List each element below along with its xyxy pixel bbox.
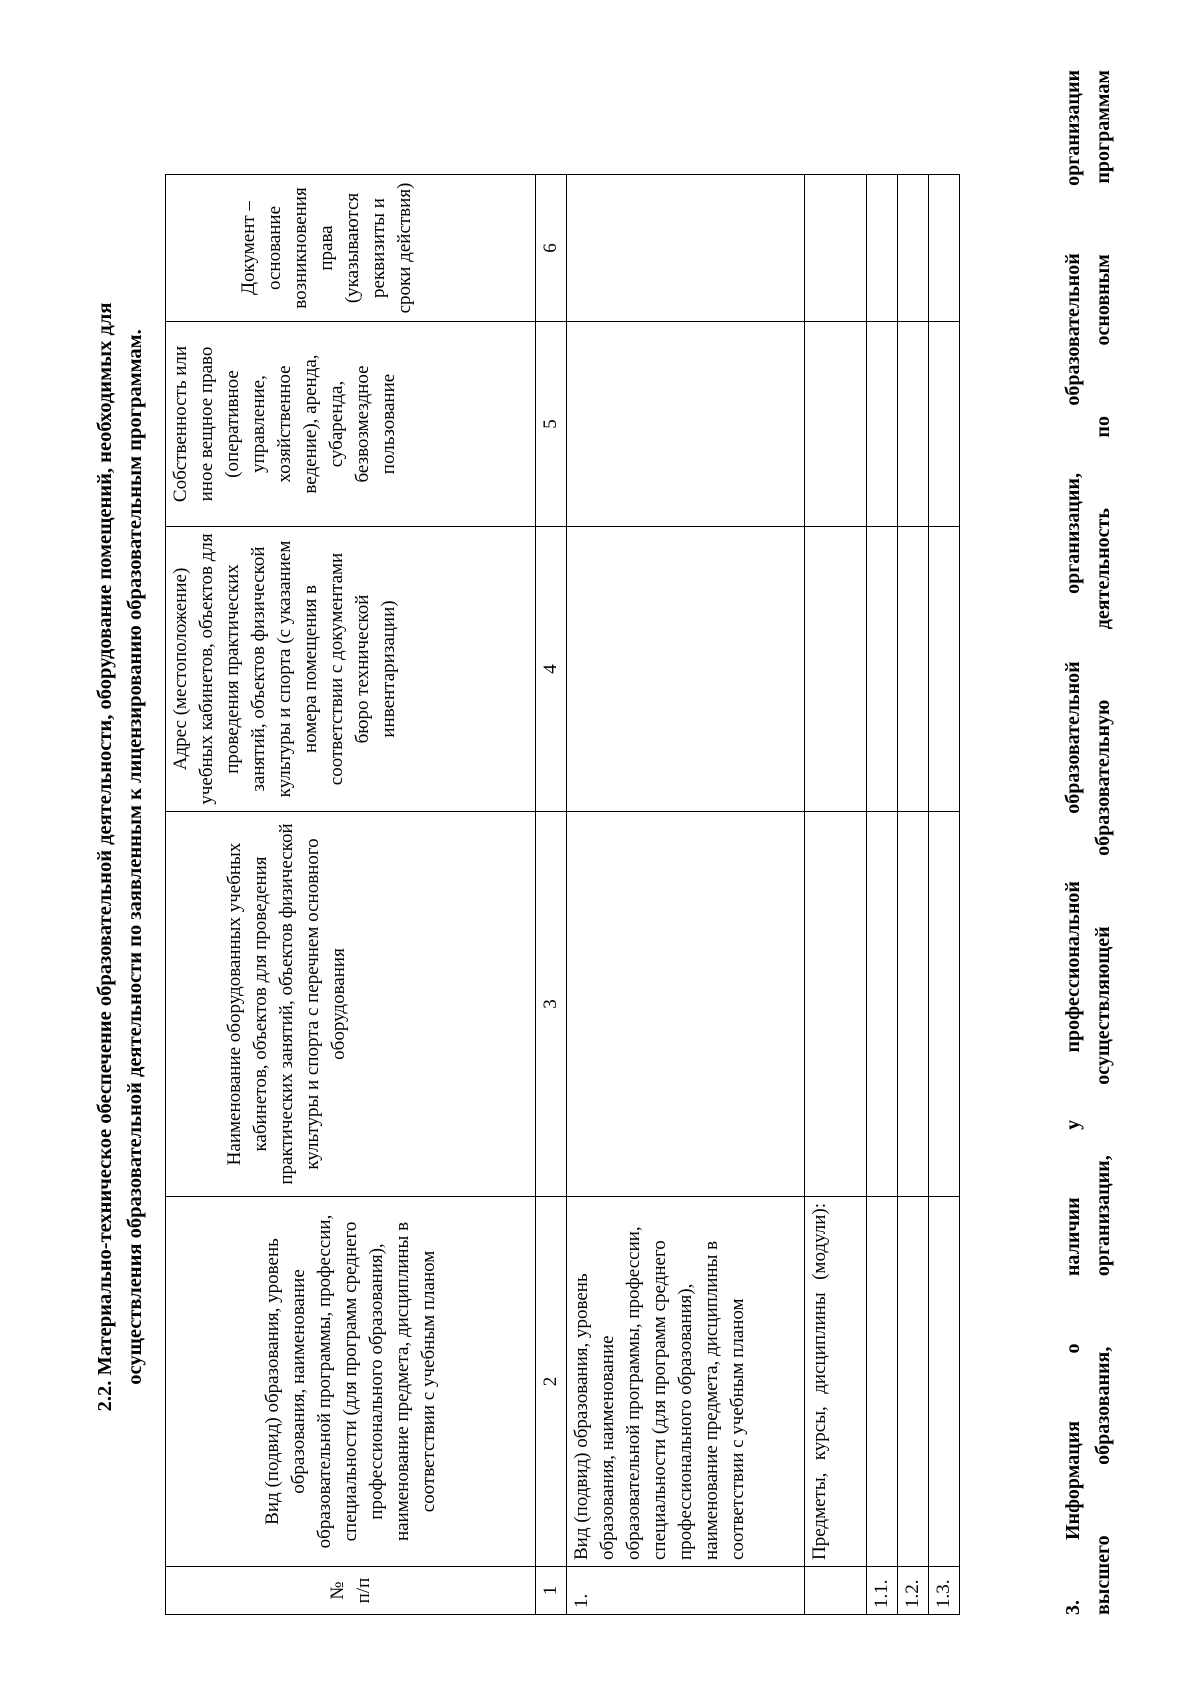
col-num-2: 2 [536,1197,567,1567]
section-3-line-2: высшего образования, организации, осуществляющей образовательную деятельность по основным программам [1092,70,1114,1615]
section-heading [90,72,150,1642]
row-1-program: Вид (подвид) образования, уровень образования, наименование образовательной программы, профессии, специальности (для программ среднего профессионального образования), наименование предмета, дисциплины в соответствии с учебным планом [567,1197,805,1567]
sub-row-2-ownership [898,322,929,527]
sub-row-2-rooms [898,812,929,1197]
table-row [567,175,805,1615]
row-1-rooms [567,812,805,1197]
subjects-document [805,175,867,322]
table-row [898,175,929,1615]
section-3-heading [1058,70,1118,1615]
col-num-6: 6 [536,175,567,322]
header-address: Адрес (местоположение) учебных кабинетов, объектов для проведения практических занятий, объектов физической культуры и спорта (с указанием номера помещения в соответствии с документами бюро технической инвентаризации) [166,527,536,812]
table-header-row [166,175,536,1615]
sub-row-3-rooms [929,812,960,1197]
section-3-line-1-text: Информация о наличии у профессиональной образовательной организации, образовательной организации [1062,70,1084,1540]
sub-row-1-program [867,1197,898,1567]
sub-row-2-document [898,175,929,322]
sub-row-1-document [867,175,898,322]
heading-line-1: 2.2. Материально-техническое обеспечение образовательной деятельности, оборудование помещений, необходимых для [94,302,116,1412]
sub-row-2-address [898,527,929,812]
col-num-1: 1 [536,1567,567,1615]
sub-row-1-num: 1.1. [867,1567,898,1615]
header-rooms: Наименование оборудованных учебных кабинетов, объектов для проведения практических занятий, объектов физической культуры и спорта с перечнем основного оборудования [166,812,536,1197]
col-num-5: 5 [536,322,567,527]
subjects-rooms [805,812,867,1197]
header-document: Документ – основание возникновения права (указываются реквизиты и сроки действия) [166,175,536,322]
sub-row-2-num: 1.2. [898,1567,929,1615]
sub-row-3-num: 1.3. [929,1567,960,1615]
header-num: № п/п [166,1567,536,1615]
facilities-table [165,174,960,1615]
heading-line-2: осуществления образовательной деятельности по заявленным к лицензированию образовательным программам. [124,329,146,1385]
table-row [805,175,867,1615]
sub-row-3-document [929,175,960,322]
col-num-3: 3 [536,812,567,1197]
subjects-label: Предметы, курсы, дисциплины (модули): [805,1197,867,1567]
row-1-document [567,175,805,322]
sub-row-3-ownership [929,322,960,527]
col-num-4: 4 [536,527,567,812]
sub-row-1-address [867,527,898,812]
row-1-address [567,527,805,812]
sub-row-1-ownership [867,322,898,527]
subjects-num [805,1567,867,1615]
table-row [929,175,960,1615]
sub-row-2-program [898,1197,929,1567]
sub-row-1-rooms [867,812,898,1197]
section-3-number: 3. [1062,1600,1084,1615]
sub-row-3-program [929,1197,960,1567]
row-1-ownership [567,322,805,527]
sub-row-3-address [929,527,960,812]
row-1-num: 1. [567,1567,805,1615]
header-ownership: Собственность или иное вещное право (оперативное управление, хозяйственное ведение), аренда, субаренда, безвозмездное пользование [166,322,536,527]
subjects-ownership [805,322,867,527]
header-program: Вид (подвид) образования, уровень образования, наименование образовательной программы, профессии, специальности (для программ среднего профессионального образования), наименование предмета, дисциплины в соответствии с учебным планом [166,1197,536,1567]
table-row [867,175,898,1615]
column-number-row [536,175,567,1615]
subjects-address [805,527,867,812]
section-3-line-1 [1058,70,1088,1615]
